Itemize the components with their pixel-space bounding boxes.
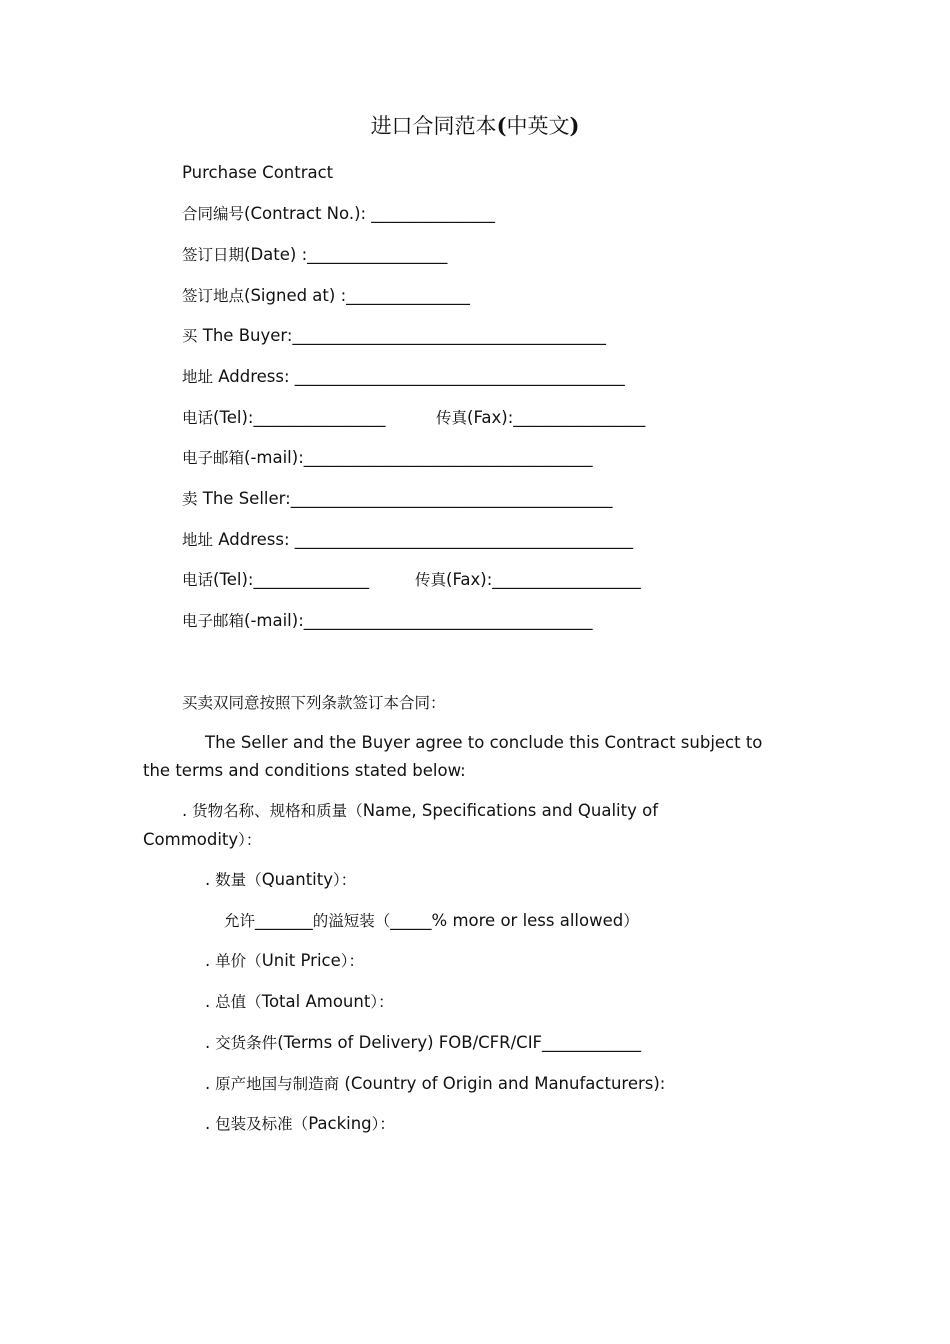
clause-origin-dot: . — [205, 1074, 211, 1093]
clause-unit-close: ）： — [340, 952, 365, 970]
buyer-mail-field — [182, 447, 593, 469]
clause-quantity-close: ）： — [333, 871, 357, 889]
clause-packing-dot: . — [205, 1114, 211, 1133]
document-title — [0, 113, 950, 139]
clause-delivery — [205, 1032, 641, 1054]
title-main: 进口合同范本 — [370, 114, 497, 138]
seller-field — [182, 488, 612, 510]
clause-delivery-dot: . — [205, 1033, 211, 1052]
clause-delivery-cn: 交货条件 — [210, 1034, 278, 1052]
clause-commodity-line2-en: Commodity — [143, 830, 239, 849]
signed-at-label: 签订地点 — [182, 287, 245, 305]
clause-packing-en: Packing — [308, 1114, 372, 1133]
clause-quantity — [205, 869, 356, 891]
title-paren-open: ( — [496, 113, 507, 138]
clause-commodity — [182, 800, 658, 822]
clause-allowance-cn2: 的溢短装（ — [312, 912, 391, 930]
buyer-address-field — [182, 366, 625, 388]
seller-label-cn: 卖 — [182, 490, 198, 508]
clause-unit-en: Unit Price — [261, 951, 341, 970]
clause-total-amount — [205, 991, 394, 1013]
contract-heading: Purchase Contract — [182, 163, 334, 182]
clause-total-cn: 总值（ — [210, 993, 262, 1011]
buyer-address-en: Address: ________________________________________ — [213, 367, 625, 386]
date-blank: (Date) :_________________ — [244, 245, 448, 264]
clause-unit-price — [205, 950, 364, 972]
clause-origin — [205, 1073, 665, 1095]
seller-mail-field — [182, 610, 593, 632]
seller-tel-field — [182, 569, 369, 591]
clause-allowance-en: _____% more or less allowed — [390, 911, 624, 930]
seller-fax-cn: 传真 — [415, 571, 447, 589]
agreement-en-line2: the terms and conditions stated below: — [143, 761, 466, 780]
seller-fax-en: (Fax):__________________ — [446, 570, 641, 589]
buyer-field — [182, 325, 606, 347]
clause-commodity-en: Name, Specifications and Quality of — [362, 801, 659, 820]
buyer-label-en: The Buyer:______________________________________ — [197, 326, 606, 345]
buyer-fax-en: (Fax):________________ — [467, 408, 646, 427]
clause-total-close: ）： — [370, 993, 394, 1011]
buyer-tel-cn: 电话 — [182, 409, 214, 427]
clause-origin-cn: 原产地国与制造商 — [210, 1075, 340, 1093]
seller-tel-cn: 电话 — [182, 571, 214, 589]
signed-at-blank: (Signed at) :_______________ — [244, 286, 470, 305]
seller-mail-en: (-mail):___________________________________ — [244, 611, 593, 630]
seller-address-cn: 地址 — [182, 531, 214, 549]
contract-no-label: 合同编号 — [182, 205, 245, 223]
seller-mail-cn: 电子邮箱 — [182, 612, 245, 630]
seller-address-field — [182, 529, 633, 551]
agreement-en-line1: The Seller and the Buyer agree to conclude this Contract subject to — [205, 733, 763, 752]
clause-commodity-line2 — [143, 829, 261, 851]
clause-packing-close: ）： — [371, 1115, 395, 1133]
seller-fax-field — [415, 569, 641, 591]
clause-unit-cn: 单价（ — [210, 952, 262, 970]
buyer-fax-cn: 传真 — [436, 409, 468, 427]
clause-unit-dot: . — [205, 951, 211, 970]
clause-origin-en: (Country of Origin and Manufacturers): — [339, 1074, 666, 1093]
clause-allowance-blank: _______ — [255, 911, 313, 930]
clause-allowance-close: ） — [623, 912, 639, 930]
clause-quantity-dot: . — [205, 870, 211, 889]
date-label: 签订日期 — [182, 246, 245, 264]
clause-quantity-en: Quantity — [261, 870, 333, 889]
clause-packing — [205, 1113, 395, 1135]
buyer-fax-field — [436, 407, 645, 429]
date-field — [182, 244, 447, 266]
buyer-tel-en: (Tel):________________ — [213, 408, 386, 427]
contract-no-blank: (Contract No.): _______________ — [244, 204, 496, 223]
clause-packing-cn: 包装及标准（ — [210, 1115, 309, 1133]
seller-label-en: The Seller:_______________________________________ — [197, 489, 613, 508]
seller-address-en: Address: _________________________________________ — [213, 530, 634, 549]
clause-total-dot: . — [205, 992, 211, 1011]
clause-delivery-en: (Terms of Delivery) FOB/CFR/CIF____________ — [277, 1033, 642, 1052]
title-paren-close: ) — [569, 113, 580, 138]
title-sub: 中英文 — [506, 114, 570, 138]
buyer-label-cn: 买 — [182, 327, 198, 345]
buyer-tel-field — [182, 407, 385, 429]
clause-allowance — [224, 910, 639, 932]
clause-commodity-dot: . — [182, 801, 188, 820]
buyer-mail-en: (-mail):___________________________________ — [244, 448, 593, 467]
contract-no-field — [182, 203, 495, 225]
clause-commodity-line2-cn: ）： — [238, 831, 262, 849]
seller-tel-en: (Tel):______________ — [213, 570, 369, 589]
clause-commodity-cn: 货物名称、规格和质量（ — [187, 802, 363, 820]
clause-allowance-cn: 允许 — [224, 912, 256, 930]
agreement-cn: 买卖双同意按照下列条款签订本合同： — [182, 694, 446, 712]
signed-at-field — [182, 285, 470, 307]
clause-quantity-cn: 数量（ — [210, 871, 262, 889]
buyer-mail-cn: 电子邮箱 — [182, 449, 245, 467]
clause-total-en: Total Amount — [261, 992, 371, 1011]
buyer-address-cn: 地址 — [182, 368, 214, 386]
